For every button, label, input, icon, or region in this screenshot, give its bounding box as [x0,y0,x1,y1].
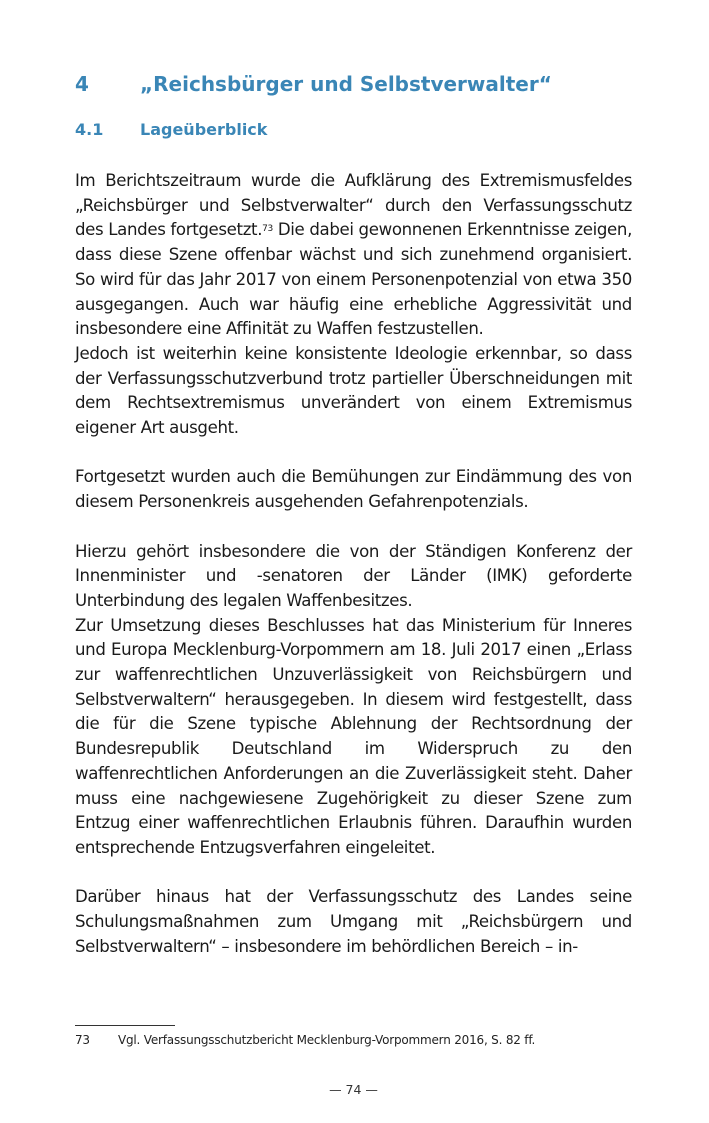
paragraph: Fortgesetzt wurden auch die Bemühungen zur Eindämmung des von diesem Personenkreis ausgehenden Gefahrenpotenzials. [75,467,632,512]
section-number: 4.1 [75,120,104,139]
section-heading [75,120,632,139]
page-number: — 74 — [329,1082,378,1097]
footnote [75,1033,632,1047]
paragraph [75,169,632,342]
footnote-text: Vgl. Verfassungsschutzbericht Mecklenburg-Vorpommern 2016, S. 82 ff. [118,1033,536,1047]
chapter-number: 4 [75,72,89,96]
paragraph: Zur Umsetzung dieses Beschlusses hat das Ministerium für Inneres und Europa Mecklenburg-Vorpommern am 18. Juli 2017 einen „Erlass zur waffenrechtlichen Unzuverlässigkeit von Reichsbürgern und Selbstverwaltern“ herausgegeben. In diesem wird festgestellt, dass die für die Szene typische Ablehnung der Rechtsordnung der Bundesrepublik Deutschland im Widerspruch zu den waffenrechtlichen Anforderungen an die Zuverlässigkeit steht. Daher muss eine nachgewiesene Zugehörigkeit zu dieser Szene zum Entzug einer waffenrechtlichen Erlaubnis führen. Daraufhin wurden entsprechende Entzugsverfahren eingeleitet. [75,615,632,857]
paragraph-text: Im Berichtszeitraum wurde die Aufklärung des Extremismusfeldes „Reichsbürger und Selbstverwalter“ durch den Verfassungsschutz des Landes fortgesetzt. [75,171,632,240]
section-title: Lageüberblick [140,120,268,139]
chapter-heading [75,72,632,96]
paragraph: Hierzu gehört insbesondere die von der Ständigen Konferenz der Innenminister und -senatoren der Länder (IMK) geforderte Unterbindung des legalen Waffenbesitzes. [75,541,632,610]
chapter-title: „Reichsbürger und Selbstverwalter“ [140,72,552,96]
body-text [75,169,632,959]
footnote-number: 73 [75,1033,90,1047]
footnote-reference: 73 [262,224,273,235]
paragraph: Darüber hinaus hat der Verfassungsschutz des Landes seine Schulungsmaßnahmen zum Umgang mit „Reichsbürgern und Selbstverwaltern“ – insbesondere im behördlichen Bereich – in- [75,887,632,956]
paragraph-text: Die dabei gewonnenen Erkenntnisse zeigen, dass diese Szene offenbar wächst und sich zunehmend organisiert. So wird für das Jahr 2017 von einem Personenpotenzial von etwa 350 ausgegangen. Auch war häufig eine erhebliche Aggressivität und insbesondere eine Affinität zu Waffen festzustellen. [75,220,632,339]
paragraph: Jedoch ist weiterhin keine konsistente Ideologie erkennbar, so dass der Verfassungsschutzverbund trotz partieller Überschneidungen mit dem Rechtsextremismus unverändert von einem Extremismus eigener Art ausgeht. [75,343,632,438]
footnote-divider [75,1025,175,1026]
